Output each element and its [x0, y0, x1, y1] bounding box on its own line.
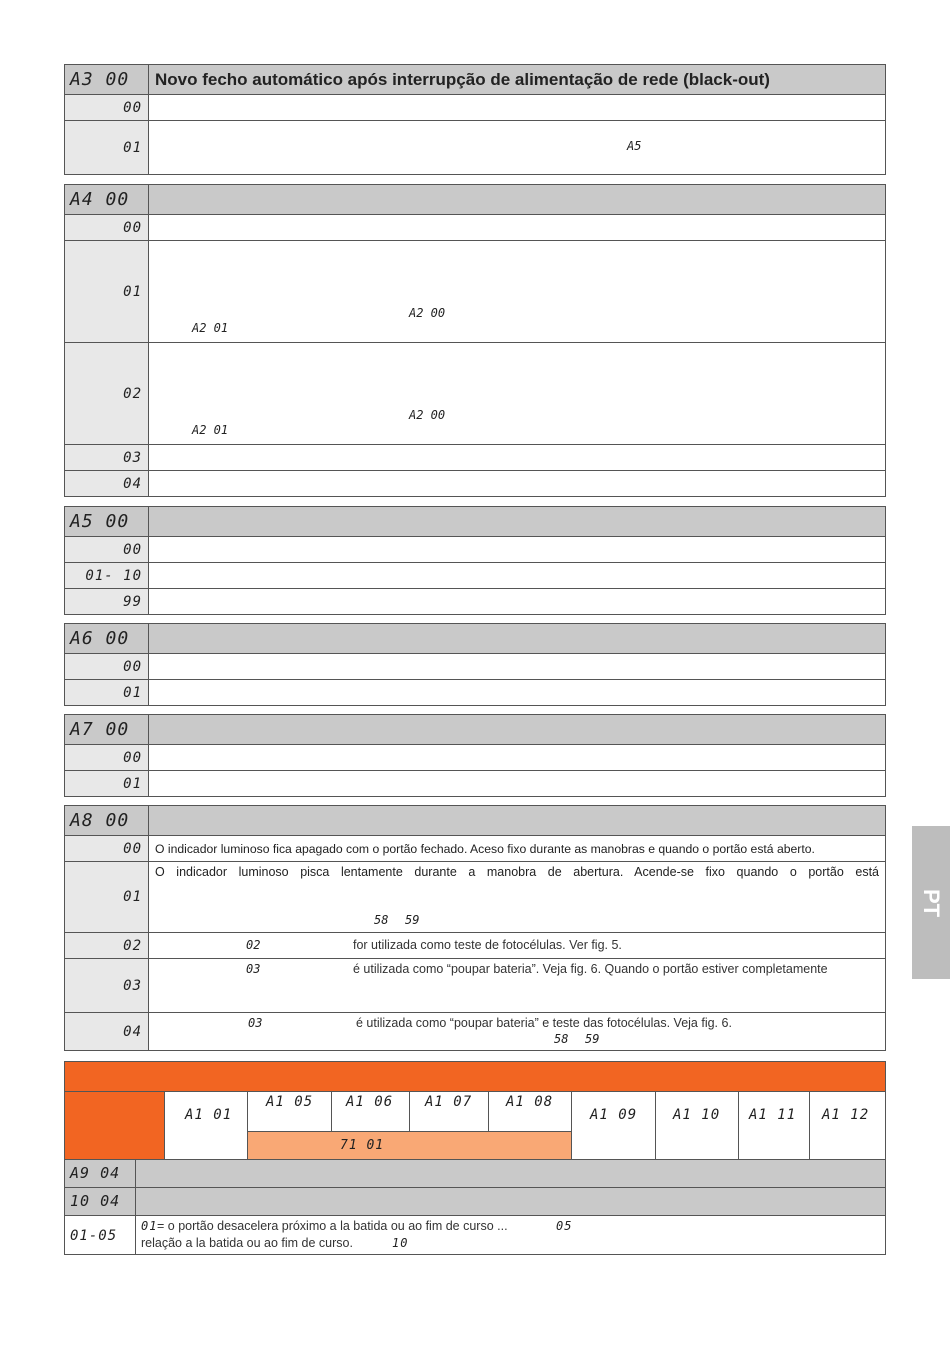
option-code: 01- 10 — [65, 563, 149, 589]
option-code: 03 — [65, 959, 149, 1013]
option-code: 00 — [65, 745, 149, 771]
option-code: 01 — [65, 862, 149, 933]
option-code: 00 — [65, 215, 149, 241]
option-description: é utilizada como “poupar bateria” e teste das fotocélulas. Veja fig. 6. — [356, 1016, 732, 1030]
inline-code: 59 — [405, 913, 420, 927]
option-code: 00 — [65, 836, 149, 862]
param-code: A7 00 — [65, 715, 149, 745]
inline-code: 03 — [246, 962, 261, 976]
param-code: A6 00 — [65, 624, 149, 654]
param-table-a8 — [64, 805, 886, 1051]
param-code: A4 00 — [65, 185, 149, 215]
language-tab — [912, 826, 950, 979]
column-header: A1 09 — [571, 1091, 656, 1160]
option-description: é utilizada como “poupar bateria”. Veja fig. 6. Quando o portão estiver completamente — [353, 962, 828, 976]
column-header: A1 08 — [488, 1091, 572, 1132]
option-description: O indicador luminoso pisca lentamente durante a manobra de abertura. Acende-se fixo quando o portão está — [155, 865, 879, 879]
orange-label-cell — [64, 1091, 165, 1160]
column-header: A1 01 — [164, 1091, 248, 1160]
column-header: A1 07 — [409, 1091, 489, 1132]
param-table-a7 — [64, 714, 886, 797]
sub-header-cell: 71 01 — [247, 1131, 572, 1160]
option-code: 01 — [65, 121, 149, 175]
inline-code: 58 — [374, 913, 389, 927]
option-code: 01 — [65, 680, 149, 706]
row-code-cell: 10 04 — [64, 1187, 136, 1216]
option-code: 99 — [65, 589, 149, 615]
param-table-a6 — [64, 623, 886, 706]
inline-code: 03 — [248, 1016, 263, 1030]
row-code-cell: 01-05 — [64, 1215, 136, 1255]
inline-code: A2 01 — [192, 321, 229, 335]
row-body-cell: 01 = o portão desacelera próximo a la batida ou ao fim de curso ... 05 relação a la batida ou ao fim de curso. 10 — [135, 1215, 886, 1255]
option-code: 02 — [65, 343, 149, 445]
column-header: A1 05 — [247, 1091, 332, 1132]
inline-code: A5 — [627, 139, 642, 153]
inline-code: A2 01 — [192, 423, 229, 437]
param-title: Novo fecho automático após interrupção de alimentação de rede (black-out) — [149, 65, 886, 95]
param-code: A8 00 — [65, 806, 149, 836]
option-description: for utilizada como teste de fotocélulas. Ver fig. 5. — [353, 938, 622, 952]
param-code: A3 00 — [65, 65, 149, 95]
inline-code: 02 — [246, 938, 261, 952]
option-code: 02 — [65, 933, 149, 959]
column-header: A1 10 — [655, 1091, 739, 1160]
option-code: 00 — [65, 537, 149, 563]
row-body-cell — [135, 1159, 886, 1188]
inline-code: A2 00 — [409, 306, 446, 320]
orange-header-bar — [64, 1061, 886, 1092]
option-code: 00 — [65, 654, 149, 680]
row-code-cell: A9 04 — [64, 1159, 136, 1188]
inline-code: 59 — [585, 1032, 600, 1046]
option-code: 04 — [65, 471, 149, 497]
option-code: 01 — [65, 241, 149, 343]
language-tab-label: PT — [919, 888, 944, 917]
column-header: A1 11 — [738, 1091, 810, 1160]
inline-code: A2 00 — [409, 408, 446, 422]
param-table-a5 — [64, 506, 886, 615]
column-header: A1 12 — [809, 1091, 886, 1160]
param-table-a4 — [64, 184, 886, 497]
option-code: 01 — [65, 771, 149, 797]
inline-code: 58 — [554, 1032, 569, 1046]
option-code: 03 — [65, 445, 149, 471]
row-description: = o portão desacelera próximo a la batida ou ao fim de curso ... — [157, 1219, 508, 1233]
option-description: O indicador luminoso fica apagado com o portão fechado. Aceso fixo durante as manobras e quando o portão está aberto. — [155, 841, 815, 856]
option-code: 04 — [65, 1013, 149, 1051]
row-description: relação a la batida ou ao fim de curso. — [141, 1236, 353, 1250]
option-code: 00 — [65, 95, 149, 121]
param-table-a3 — [64, 64, 886, 175]
column-header: A1 06 — [331, 1091, 410, 1132]
row-body-cell — [135, 1187, 886, 1216]
param-code: A5 00 — [65, 507, 149, 537]
